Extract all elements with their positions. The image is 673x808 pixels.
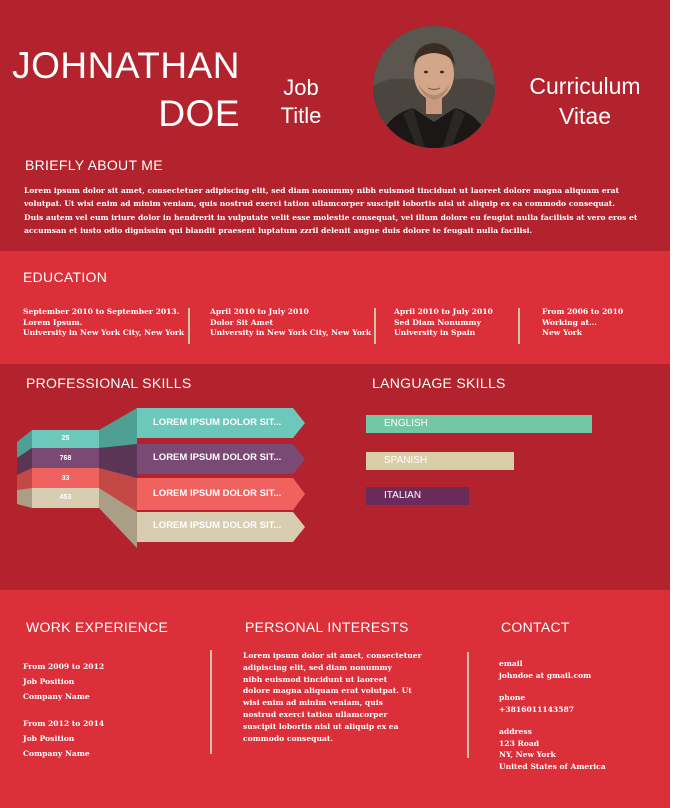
- skill-1-value: 25: [61, 435, 70, 442]
- education-divider: [518, 308, 520, 344]
- work-entry: From 2009 to 2012 Job Position Company Name: [23, 662, 105, 701]
- contact-title: CONTACT: [501, 619, 570, 635]
- skill-4-value: 453: [59, 494, 72, 501]
- contact-email: email johndoe at gmail.com: [499, 659, 592, 680]
- language-skills-title: LANGUAGE SKILLS: [372, 375, 506, 391]
- phone-value[interactable]: +3816011143587: [499, 704, 575, 714]
- skill-1-label: LOREM IPSUM DOLOR SIT...: [153, 417, 282, 428]
- work-experience-title: WORK EXPERIENCE: [26, 619, 169, 635]
- skill-2-value: 768: [59, 455, 72, 462]
- contact-phone: phone +3816011143587: [499, 693, 575, 714]
- language-bar-spanish: [366, 452, 514, 470]
- language-label: ENGLISH: [384, 418, 428, 429]
- job-title: Job Title: [280, 75, 322, 128]
- last-name: DOE: [158, 93, 240, 134]
- skill-3-label: LOREM IPSUM DOLOR SIT...: [153, 488, 282, 499]
- personal-interests-title: PERSONAL INTERESTS: [245, 619, 409, 635]
- bottom-divider: [467, 652, 469, 758]
- education-divider: [374, 308, 376, 344]
- header-section: [0, 0, 670, 251]
- education-divider: [188, 308, 190, 344]
- language-bar-italian: [366, 487, 469, 505]
- skill-4-side: [17, 488, 32, 508]
- language-label: ITALIAN: [384, 490, 422, 501]
- skill-2-label: LOREM IPSUM DOLOR SIT...: [153, 452, 282, 463]
- bottom-divider: [210, 650, 212, 754]
- skill-1-connector: [99, 408, 137, 448]
- about-text: Lorem ipsum dolor sit amet, consectetuer adipiscing elit, sed diam nonummy nibh euismod tincidunt ut laoreet dolore magna aliquam erat volutpat. Ut wisi enim ad minim veniam, quis nostrud exerci tation ullamcorper suscipit lobortis nisl ut aliquip ex ea commodo consequat. Duis autem vel eum iriure dolor in hendrerit in vulputate velit esse molestie consequat, vel illum dolore eu feugiat nulla facilisis at vero eros et accumsan et iusto odio dignissim qui blandit praesent luptatum zzril delenit augue duis dolore te feugait nulla facilisi.: [24, 186, 638, 236]
- portrait-image: [373, 26, 495, 148]
- profile-photo: [373, 26, 495, 148]
- work-entry: From 2012 to 2014 Job Position Company Name: [23, 719, 105, 758]
- education-entry: April 2010 to July 2010 Sed Diam Nonummy University in Spain: [394, 307, 493, 338]
- contact-address: address 123 Road NY, New York United States of America: [499, 727, 606, 771]
- email-value[interactable]: johndoe at gmail.com: [499, 670, 592, 680]
- education-entry: From 2006 to 2010 Working at... New York: [542, 307, 624, 338]
- language-bar-english: [366, 415, 592, 433]
- education-title: EDUCATION: [23, 269, 108, 285]
- about-title: BRIEFLY ABOUT ME: [25, 157, 163, 173]
- cv-title: Curriculum Vitae: [529, 73, 641, 129]
- interests-text: Lorem ipsum dolor sit amet, consectetuer adipiscing elit, sed diam nonummy nibh euismod tincidunt ut laoreet dolore magna aliquam erat volutpat. Ut wisi enim ad minim veniam, quis nostrud exerci tation ullamcorper suscipit lobortis nisl ut aliquip ex ea commodo consequat.: [243, 651, 422, 743]
- skill-4-label: LOREM IPSUM DOLOR SIT...: [153, 520, 282, 531]
- professional-skills-title: PROFESSIONAL SKILLS: [26, 375, 192, 391]
- language-label: SPANISH: [384, 455, 428, 466]
- first-name: JOHNATHAN: [12, 45, 240, 86]
- education-entry: April 2010 to July 2010 Dolor Sit Amet University in New York City, New York: [210, 307, 372, 338]
- skill-3-value: 33: [61, 475, 70, 482]
- education-entry: September 2010 to September 2013. Lorem Ipsum. University in New York City, New York: [23, 307, 185, 338]
